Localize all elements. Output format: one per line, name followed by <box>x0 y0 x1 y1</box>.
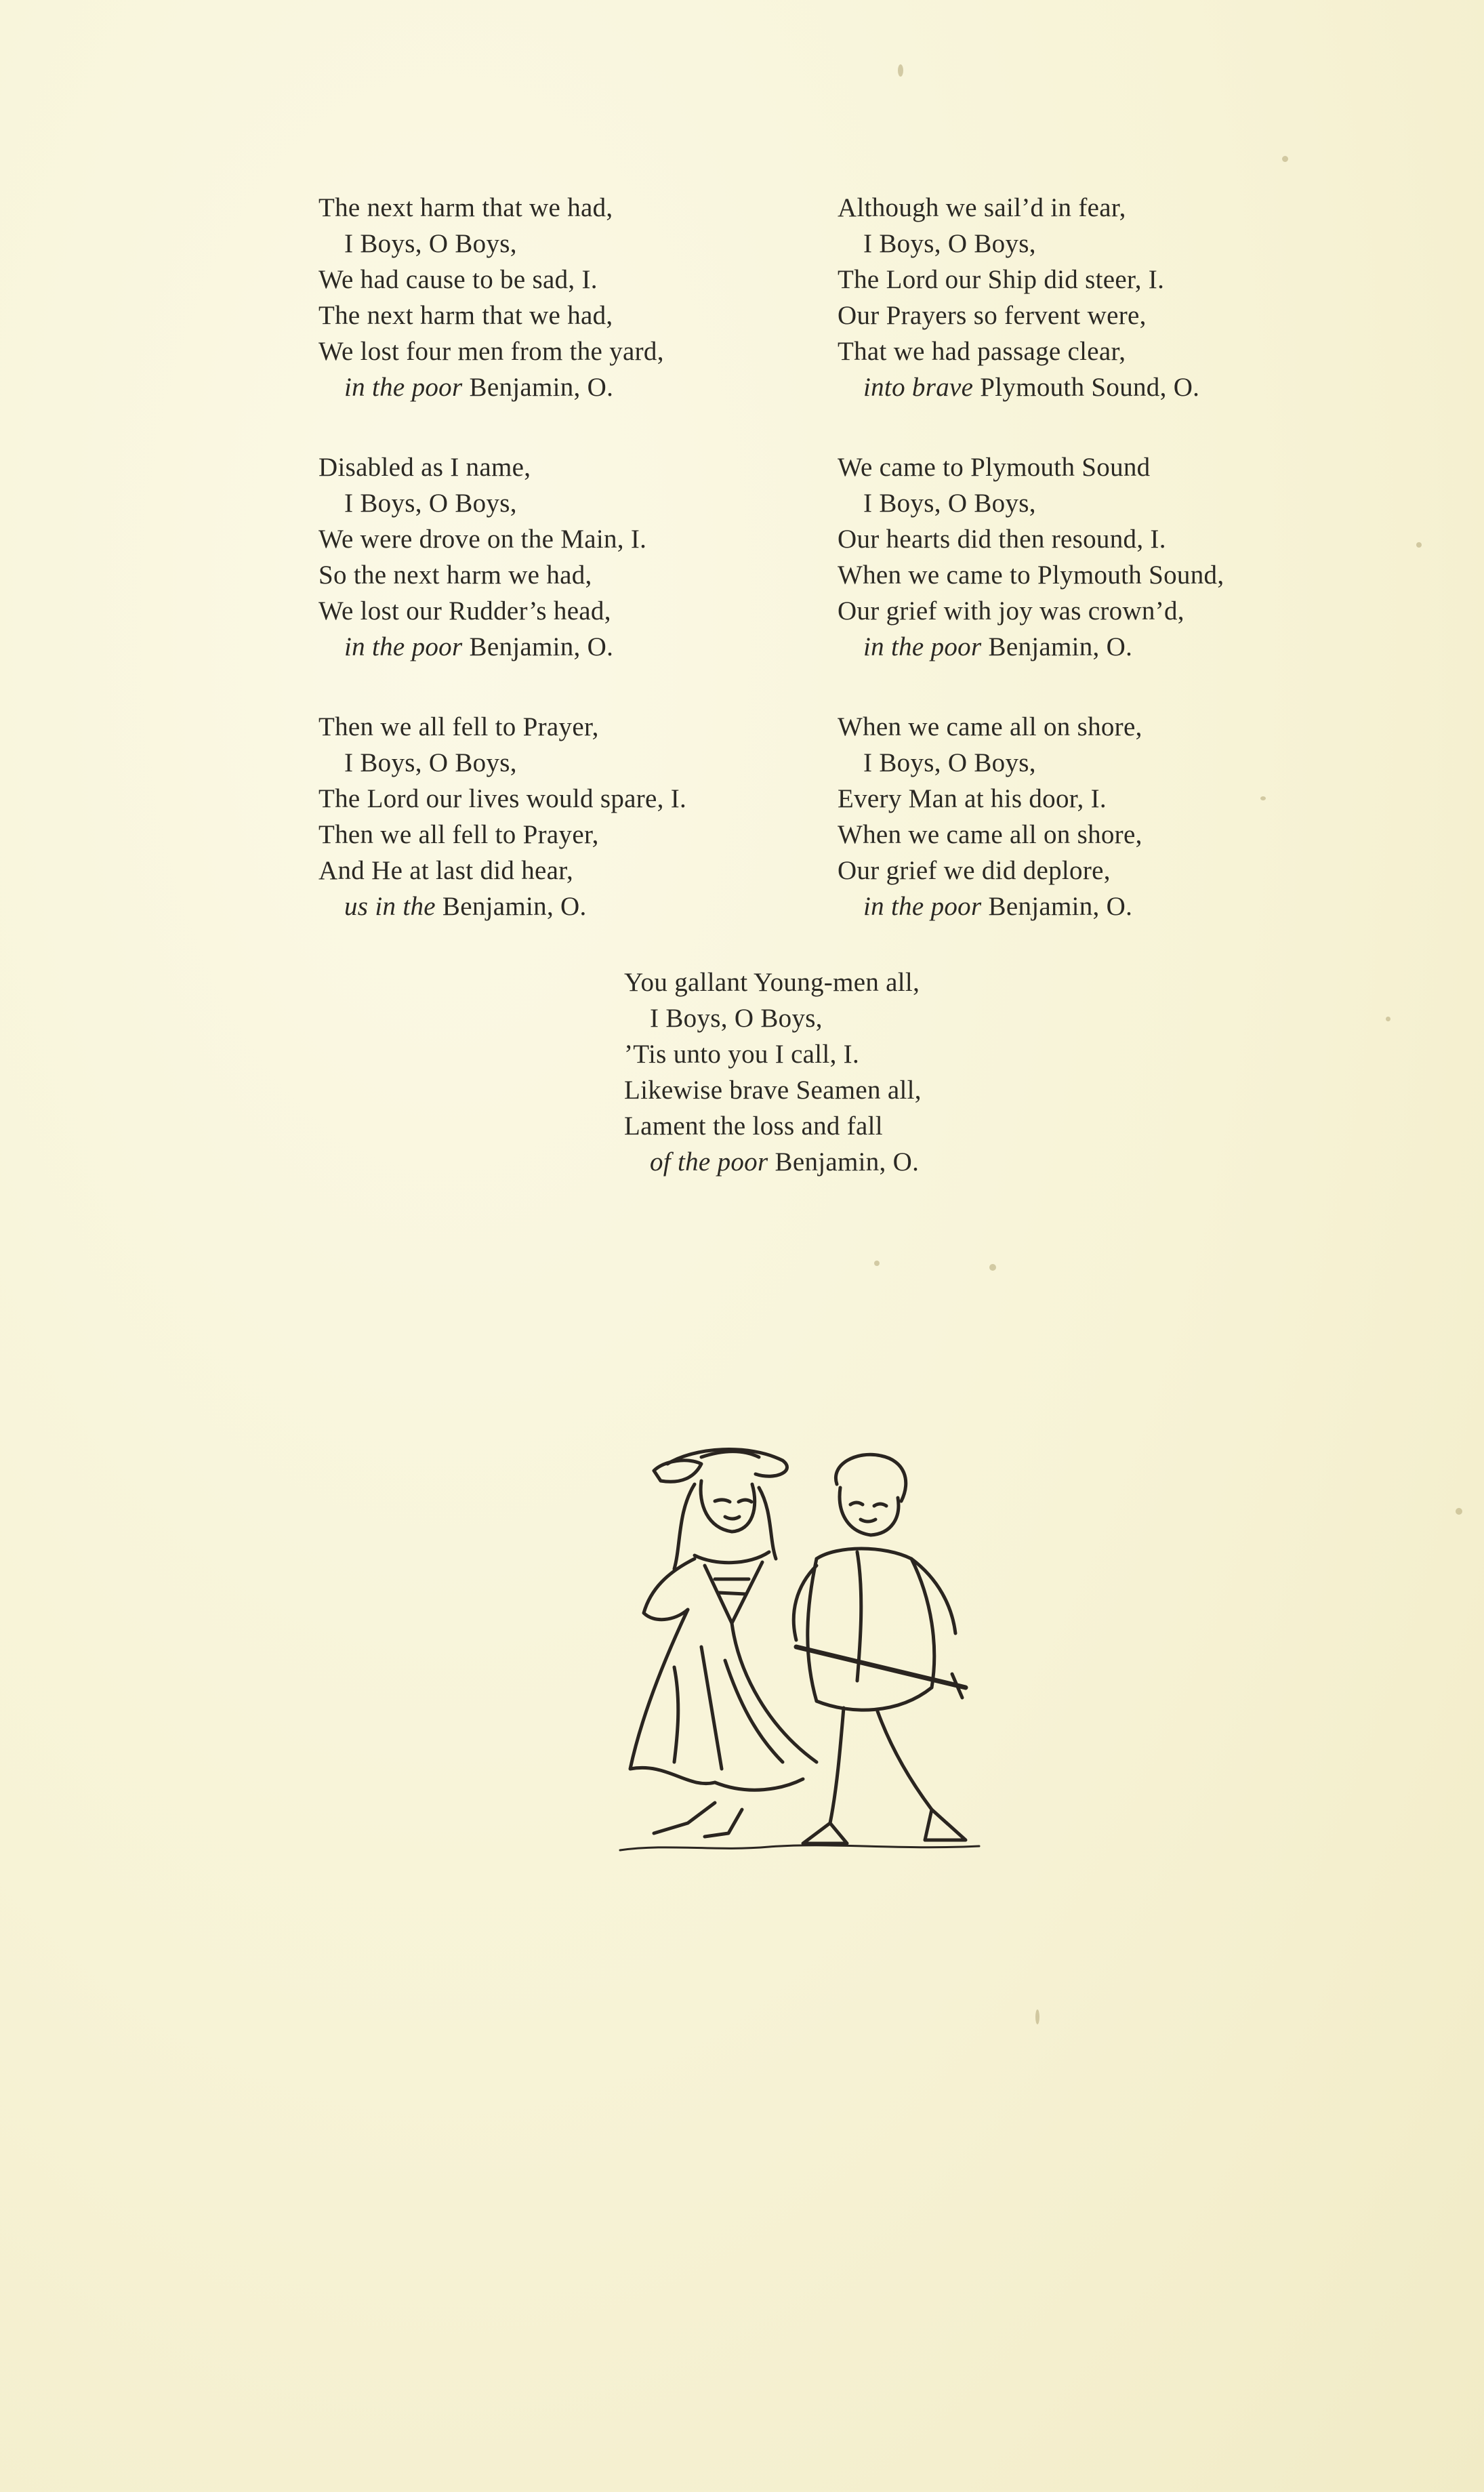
refrain-text: Benjamin, O. <box>435 892 587 921</box>
paper-speck <box>1456 1508 1462 1515</box>
verse-line: Lament the loss and fall <box>624 1111 883 1141</box>
refrain-text: Benjamin, O. <box>462 632 614 661</box>
italic-phrase: in the poor <box>863 892 982 921</box>
verse-line: We lost our Rudder’s head, <box>318 596 611 626</box>
verse-line: When we came all on shore, <box>838 712 1142 741</box>
refrain-text: Benjamin, O. <box>981 892 1133 921</box>
verse-line: Our Prayers so fervent were, <box>838 301 1147 330</box>
stanza-sail-fear <box>838 190 1199 405</box>
italic-phrase: in the poor <box>344 373 463 402</box>
italic-phrase: us in the <box>344 892 436 921</box>
verse-line: Every Man at his door, I. <box>838 784 1107 813</box>
verse-line: Likewise brave Seamen all, <box>624 1076 922 1105</box>
verse-line: I Boys, O Boys, <box>344 229 517 258</box>
refrain-line <box>838 369 1199 405</box>
ground-line <box>620 1845 979 1850</box>
verse-line: I Boys, O Boys, <box>344 489 517 518</box>
verse-line: I Boys, O Boys, <box>650 1004 823 1033</box>
stanza-young-men <box>624 964 922 1180</box>
paper-speck <box>1260 796 1266 800</box>
verse-line: When we came all on shore, <box>838 820 1142 849</box>
verse-line: We were drove on the Main, I. <box>318 525 647 554</box>
verse-line: I Boys, O Boys, <box>863 748 1036 777</box>
verse-line: We lost four men from the yard, <box>318 337 664 366</box>
verse-line: Our hearts did then resound, I. <box>838 525 1166 554</box>
paper-speck <box>874 1261 880 1266</box>
dancing-couple-illustration <box>613 1444 993 1877</box>
italic-phrase: in the poor <box>344 632 463 661</box>
paper-speck <box>1282 156 1288 162</box>
refrain-line <box>318 888 686 924</box>
verse-line: And He at last did hear, <box>318 856 574 885</box>
verse-line: The next harm that we had, <box>318 301 613 330</box>
verse-line: Disabled as I name, <box>318 453 531 482</box>
verse-line: We had cause to be sad, I. <box>318 265 598 294</box>
verse-line: So the next harm we had, <box>318 560 592 590</box>
stanza-disabled <box>318 449 646 665</box>
refrain-line <box>838 629 1224 665</box>
verse-line: The Lord our lives would spare, I. <box>318 784 687 813</box>
stanza-harm-yard <box>318 190 664 405</box>
verse-line: Then we all fell to Prayer, <box>318 712 599 741</box>
refrain-line <box>838 888 1142 924</box>
refrain-text: Plymouth Sound, O. <box>973 373 1200 402</box>
refrain-text: Benjamin, O. <box>768 1147 920 1177</box>
verse-line: ’Tis unto you I call, I. <box>624 1040 860 1069</box>
verse-line: That we had passage clear, <box>838 337 1126 366</box>
paper-speck <box>989 1264 996 1271</box>
verse-line: You gallant Young-men all, <box>624 968 920 997</box>
verse-line: When we came to Plymouth Sound, <box>838 560 1224 590</box>
refrain-line <box>318 629 646 665</box>
boy-figure <box>793 1454 966 1843</box>
refrain-line <box>624 1144 922 1180</box>
italic-phrase: into brave <box>863 373 974 402</box>
italic-phrase: in the poor <box>863 632 982 661</box>
stanza-on-shore <box>838 709 1142 924</box>
paper-speck <box>898 64 903 77</box>
verse-line: The next harm that we had, <box>318 193 613 222</box>
refrain-line <box>318 369 664 405</box>
verse-line: The Lord our Ship did steer, I. <box>838 265 1165 294</box>
paper-speck <box>1035 2009 1039 2024</box>
verse-line: We came to Plymouth Sound <box>838 453 1151 482</box>
paper-speck <box>1416 542 1422 548</box>
verse-line: Although we sail’d in fear, <box>838 193 1126 222</box>
verse-line: Then we all fell to Prayer, <box>318 820 599 849</box>
verse-line: Our grief with joy was crown’d, <box>838 596 1184 626</box>
refrain-text: Benjamin, O. <box>462 373 614 402</box>
refrain-text: Benjamin, O. <box>981 632 1133 661</box>
paper-speck <box>1386 1017 1390 1021</box>
italic-phrase: of the poor <box>650 1147 768 1177</box>
girl-figure <box>630 1450 817 1837</box>
stanza-plymouth-sound <box>838 449 1224 665</box>
verse-line: Our grief we did deplore, <box>838 856 1111 885</box>
verse-line: I Boys, O Boys, <box>344 748 517 777</box>
verse-line: I Boys, O Boys, <box>863 489 1036 518</box>
stanza-prayer <box>318 709 686 924</box>
verse-line: I Boys, O Boys, <box>863 229 1036 258</box>
